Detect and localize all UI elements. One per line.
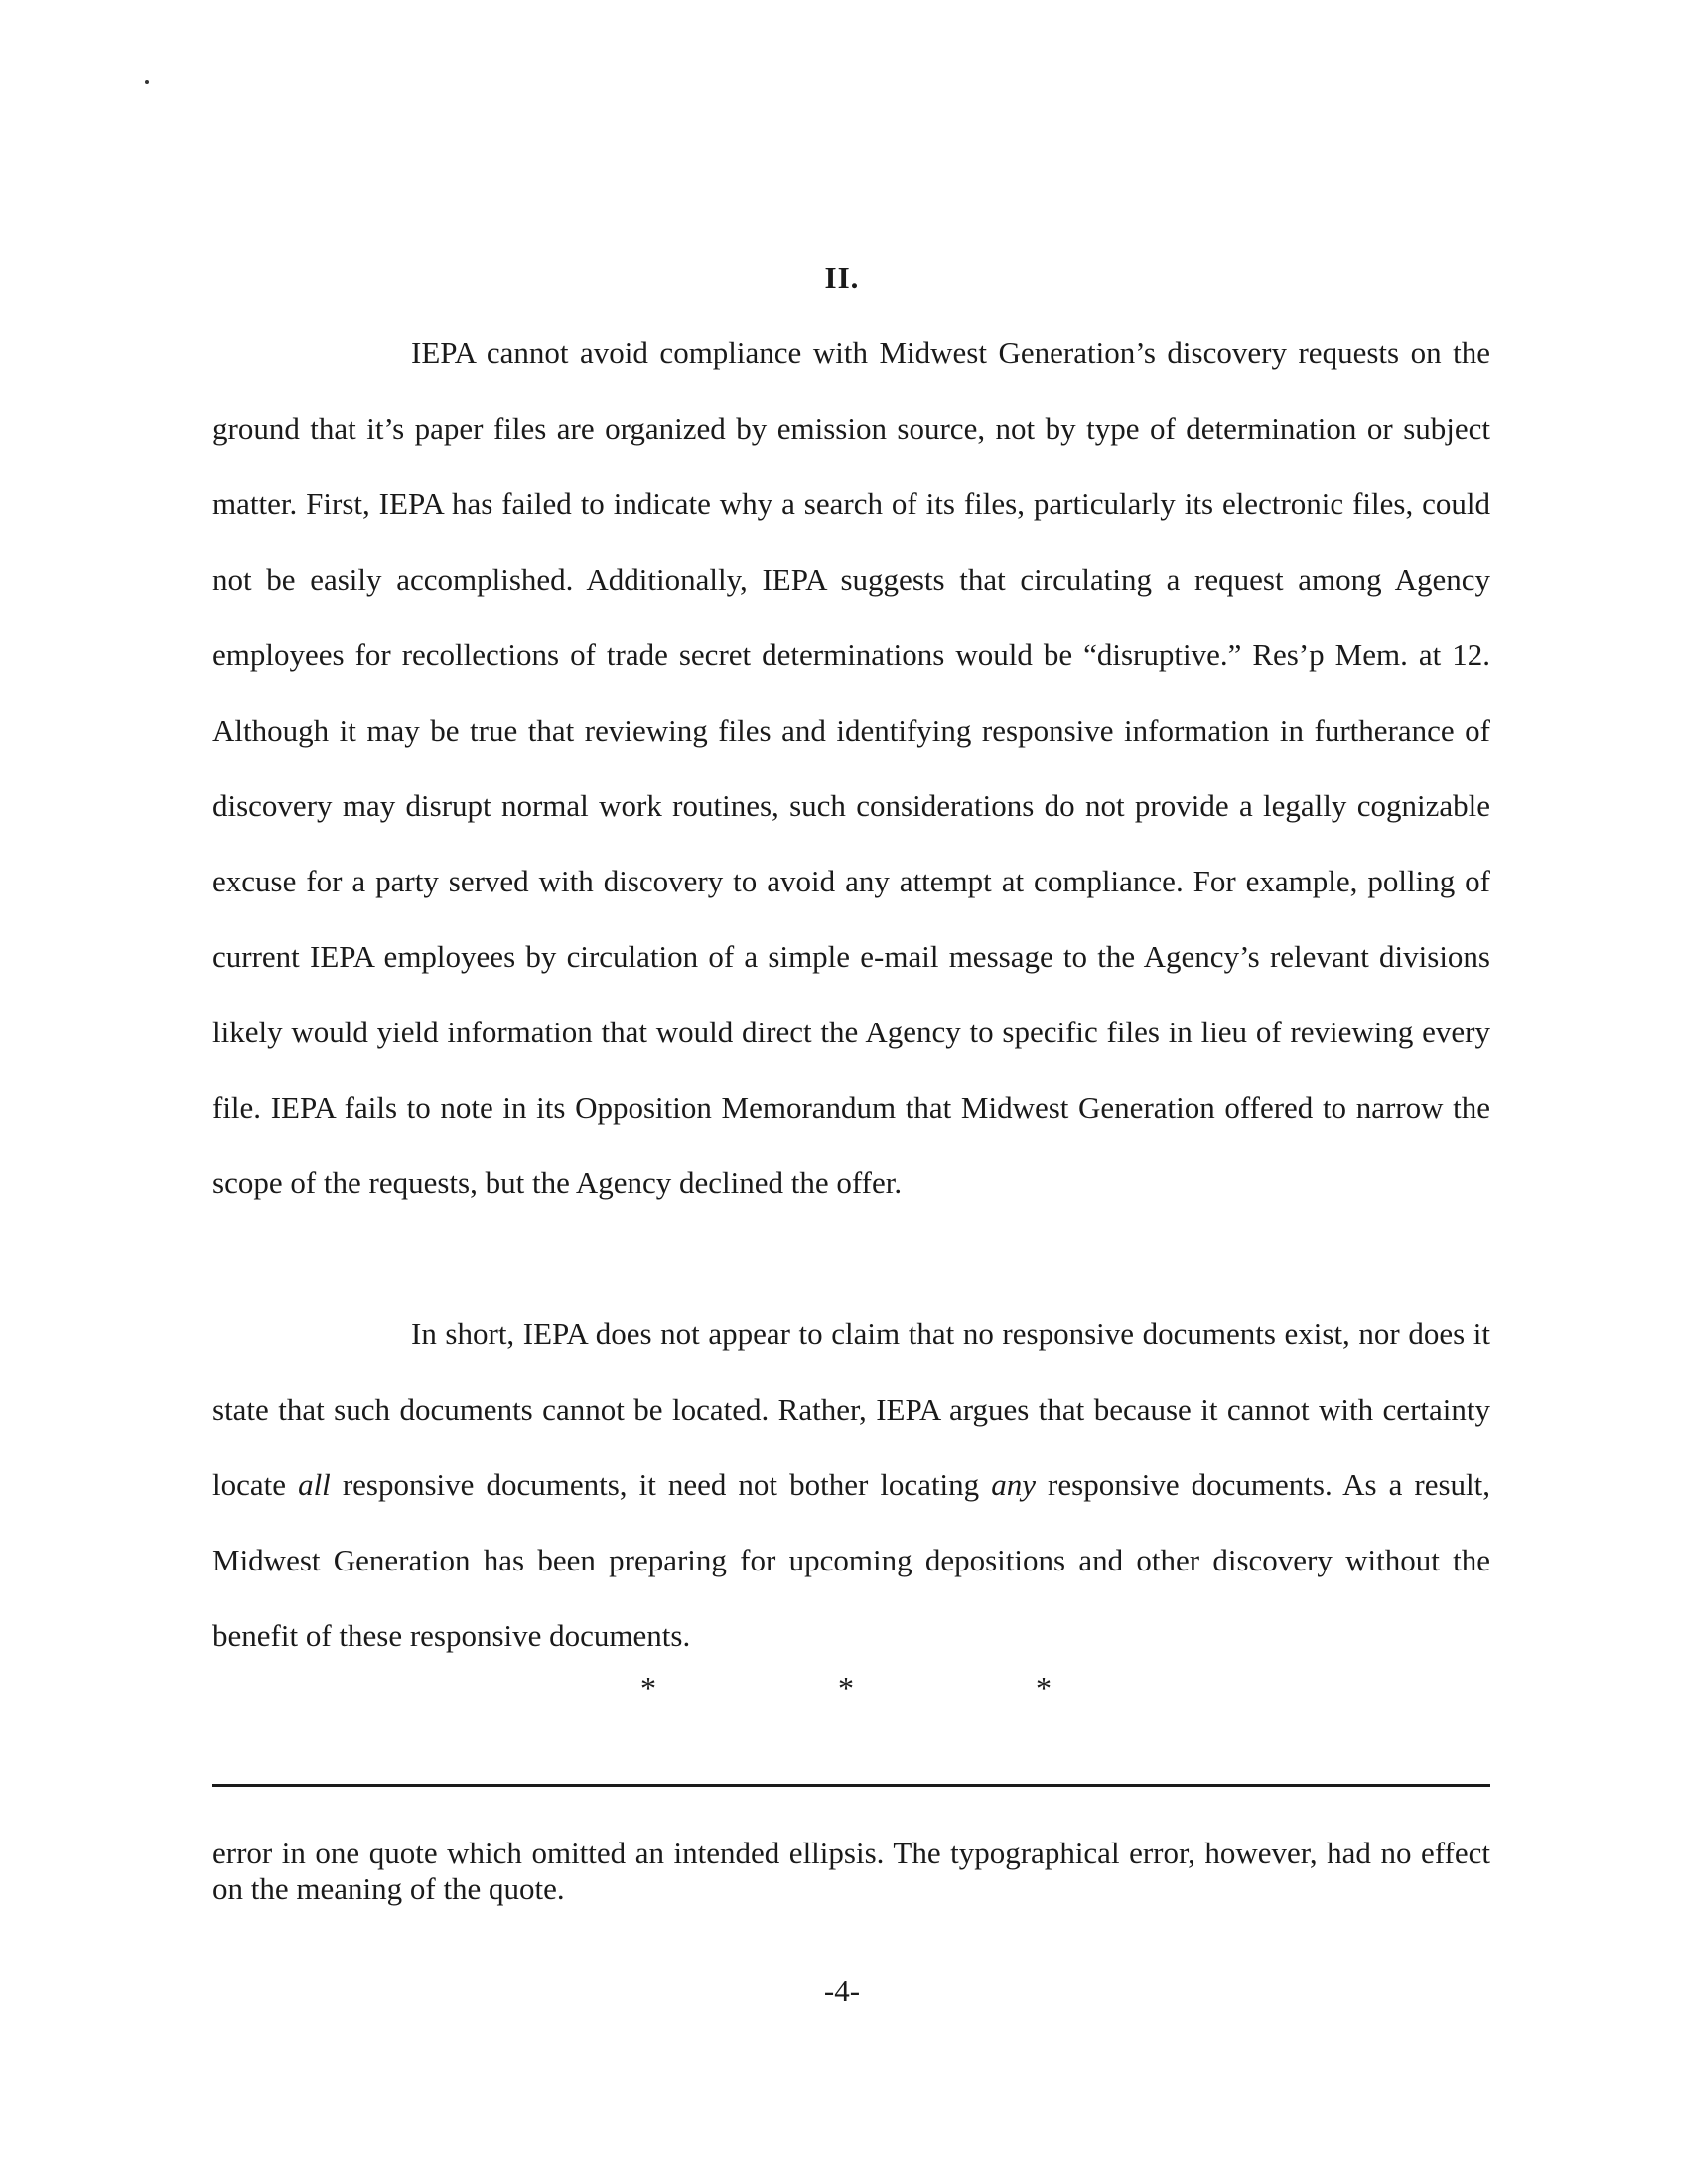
scan-speck [145,80,149,84]
paragraph-2-text [212,1297,1490,1674]
section-heading: II. [824,260,860,295]
section-break [0,1670,1684,1709]
paragraph-2-part-1: In short, IEPA does not appear to claim that no responsive documents exist, nor does it state that such documents cannot be located. Rather, IEPA argues that because it cannot with certainty locate [212,1316,1490,1502]
section-break-asterisk: * [640,1670,656,1706]
paragraph-2-part-3: responsive documents. As a result, Midwest Generation has been preparing for upcoming depositions and other discovery without the benefit of these responsive documents. [212,1467,1490,1653]
footnote-text: error in one quote which omitted an intended ellipsis. The typographical error, however, had no effect on the meaning of the quote. [212,1836,1490,1906]
section-break-asterisk: * [1036,1670,1052,1706]
footnote [212,1836,1490,1907]
paragraph-1-text: IEPA cannot avoid compliance with Midwest Generation’s discovery requests on the ground that it’s paper files are organized by emission source, not by type of determination or subject matter. First, IEPA has failed to indicate why a search of its files, particularly its electronic files, could not be easily accomplished. Additionally, IEPA suggests that circulating a request among Agency employees for recollections of trade secret determinations would be “disruptive.” Res’p Mem. at 12. Although it may be true that reviewing files and identifying responsive information in furtherance of discovery may disrupt normal work routines, such considerations do not provide a legally cognizable excuse for a party served with discovery to avoid any attempt at compliance. For example, polling of current IEPA employees by circulation of a simple e-mail message to the Agency’s relevant divisions likely would yield information that would direct the Agency to specific files in lieu of reviewing every file. IEPA fails to note in its Opposition Memorandum that Midwest Generation offered to narrow the scope of the requests, but the Agency declined the offer. [212,336,1490,1200]
paragraph-2-emphasis-all: all [298,1467,331,1502]
section-break-asterisk: * [838,1670,854,1706]
body-paragraph-2 [212,1297,1490,1674]
paragraph-2-part-2: responsive documents, it need not bother locating [330,1467,992,1502]
body-paragraph-1 [212,316,1490,1221]
paragraph-2-emphasis-any: any [991,1467,1036,1502]
page-number: -4- [823,1974,861,2008]
footnote-divider [212,1784,1490,1787]
